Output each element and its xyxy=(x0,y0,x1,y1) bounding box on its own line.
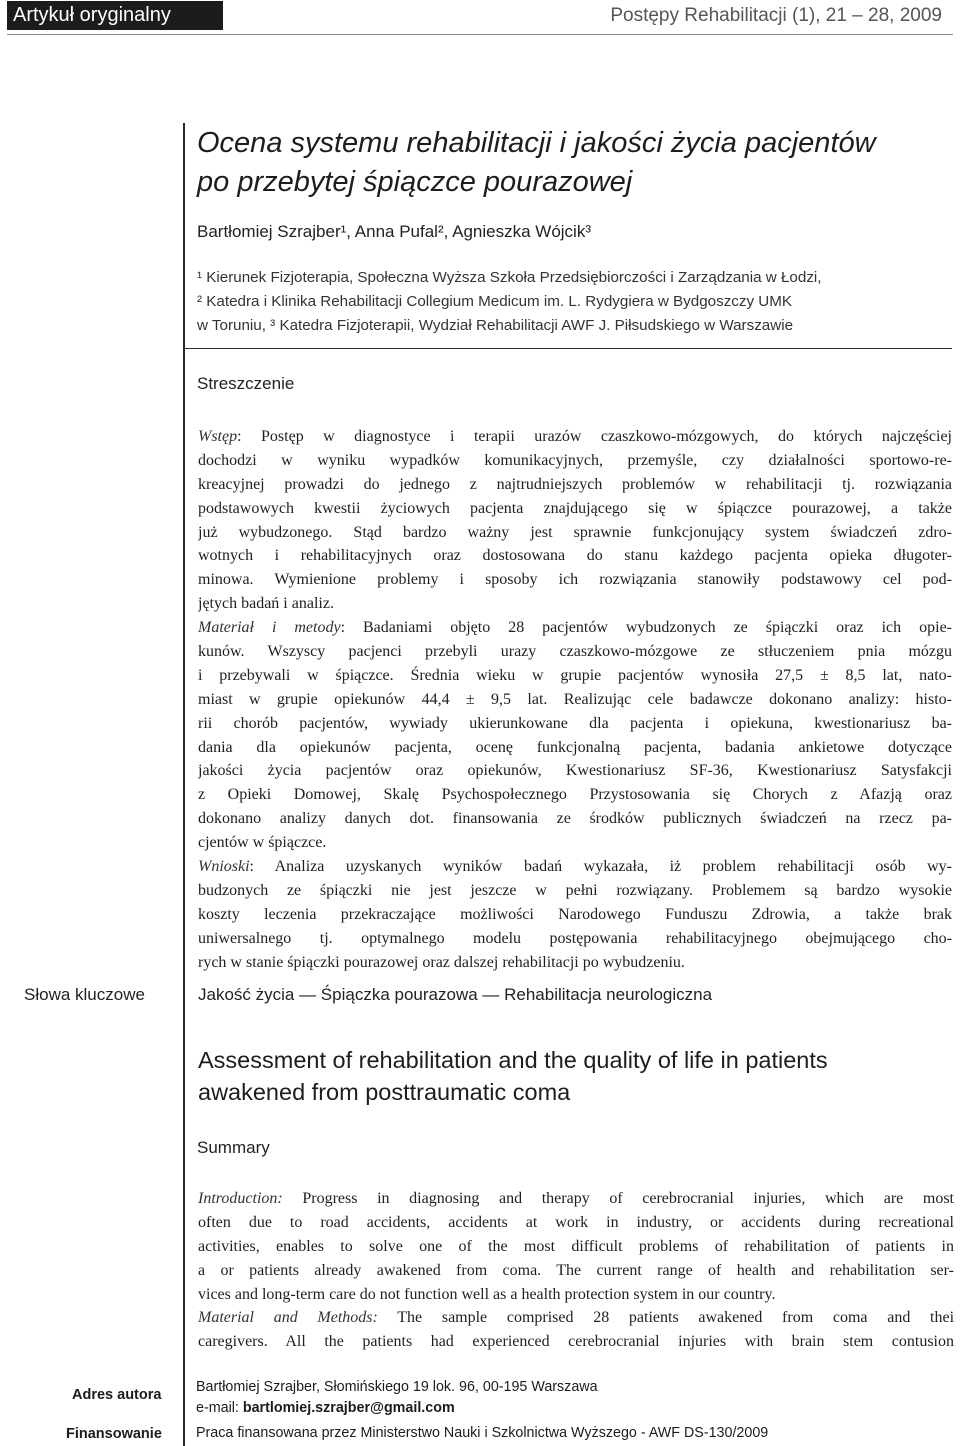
abstract-pl-line-text: jętych badań i analiz. xyxy=(198,595,334,613)
abstract-pl-line xyxy=(198,736,952,760)
abstract-en xyxy=(198,1187,954,1354)
keywords-label: Słowa kluczowe xyxy=(24,985,145,1004)
abstract-pl-line xyxy=(198,449,952,473)
abstract-pl-line-text: rii chorób pacjentów, wywiady ukierunkowane dla pacjenta i opiekuna, kwestionariusz ba- xyxy=(198,714,952,732)
title-pl-line-2: po przebytej śpiączce pourazowej xyxy=(197,166,633,198)
journal-citation: Postępy Rehabilitacji (1), 21 – 28, 2009 xyxy=(610,5,942,26)
abstract-pl-line xyxy=(198,640,952,664)
abstract-pl-line-text: kunów. Wszyscy pacjenci przebyli urazy czaszkowo-mózgowe ze stłuczeniem pnia mózgu xyxy=(198,643,952,661)
abstract-pl-line xyxy=(198,592,952,616)
abstract-en-line-text: a or patients already awakened from coma. The current range of health and rehabilitation ser- xyxy=(198,1261,954,1279)
abstract-pl-line xyxy=(198,951,952,975)
funding-label: Finansowanie xyxy=(66,1426,162,1442)
abstract-pl-section-lead: Wstęp xyxy=(198,428,238,445)
abstract-pl xyxy=(198,425,952,974)
abstract-heading-pl: Streszczenie xyxy=(197,374,295,393)
abstract-en-line-text: The sample comprised 28 patients awakened from coma and thei xyxy=(377,1309,954,1327)
abstract-pl-line-text: jakości życia pacjentów oraz opiekunów, Kwestionariusz SF-36, Kwestionariusz Satysfakcji xyxy=(198,762,952,780)
abstract-pl-line-text: dania dla opiekunów pacjenta, ocenę funkcjonalną pacjenta, badania ankietowe dotyczące xyxy=(198,738,952,756)
abstract-en-line-text: vices and long-term care do not function well as a health protection system in our country. xyxy=(198,1285,776,1303)
abstract-en-line xyxy=(198,1306,954,1330)
affiliation-line-3: w Toruniu, ³ Katedra Fizjoterapii, Wydział Rehabilitacji AWF J. Piłsudskiego w Warszawie xyxy=(197,317,794,334)
author-address: Bartłomiej Szrajber, Słomińskiego 19 lok. 96, 00-195 Warszawa xyxy=(196,1379,598,1395)
abstract-pl-line xyxy=(198,664,952,688)
abstract-pl-line xyxy=(198,759,952,783)
abstract-en-line xyxy=(198,1235,954,1259)
author-address-label: Adres autora xyxy=(72,1387,162,1403)
abstract-pl-line-text: kreacyjnej prowadzi do jednego z najtrudniejszych problemów w rehabilitacji tj. rozwiązania xyxy=(198,475,952,493)
authors: Bartłomiej Szrajber¹, Anna Pufal², Agnieszka Wójcik³ xyxy=(197,222,591,241)
abstract-en-line xyxy=(198,1330,954,1354)
article-title-pl xyxy=(197,124,957,202)
abstract-pl-line-text: : Badaniami objęto 28 pacjentów wybudzonych ze śpiączki oraz ich opie- xyxy=(340,619,952,637)
title-en-line-2: awakened from posttraumatic coma xyxy=(198,1079,571,1105)
abstract-pl-line-text: : Analiza uzyskanych wyników badań wykazała, iż problem rehabilitacji osób wy- xyxy=(249,858,952,876)
affiliation-divider xyxy=(185,348,952,349)
abstract-pl-section-lead: Wnioski xyxy=(198,858,250,876)
header-divider xyxy=(7,34,953,35)
abstract-en-section-lead: Introduction: xyxy=(198,1190,283,1207)
abstract-pl-line-text: budzonych ze śpiączki nie jest jeszcze w pełni rozwiązany. Problemem są bardzo wysokie xyxy=(198,881,952,899)
abstract-en-line-text: activities, enables to solve one of the most difficult problems of rehabilitation of patients in xyxy=(198,1237,954,1255)
abstract-pl-line-text: miast w grupie opiekunów 44,4 ± 9,5 lat. Realizując cele badawcze dokonano analizy: histo- xyxy=(198,690,952,708)
abstract-pl-line xyxy=(198,521,952,545)
abstract-pl-line-text: dochodzi w wyniku wypadków komunikacyjnych, przemyśle, czy działalności sportowo-re- xyxy=(198,451,952,469)
abstract-pl-line xyxy=(198,473,952,497)
abstract-en-line xyxy=(198,1283,954,1307)
abstract-pl-line xyxy=(198,807,952,831)
affiliation-line-2: ² Katedra i Klinika Rehabilitacji Collegium Medicum im. L. Rydygiera w Bydgoszczy UMK xyxy=(197,293,793,310)
title-pl-line-1: Ocena systemu rehabilitacji i jakości życia pacjentów xyxy=(197,127,876,159)
affiliation-line-1: ¹ Kierunek Fizjoterapia, Społeczna Wyższa Szkoła Przedsiębiorczości i Zarządzania w Łodzi, xyxy=(197,269,822,286)
abstract-pl-line xyxy=(198,497,952,521)
abstract-pl-line-text: dokonano analizy danych dot. finansowania ze środków publicznych świadczeń na rzecz pa- xyxy=(198,810,952,828)
affiliations xyxy=(197,266,957,338)
abstract-pl-line-text: z Opieki Domowej, Skalę Psychospołecznego Przystosowania się Chorych z Afazją oraz xyxy=(198,786,952,804)
abstract-en-line xyxy=(198,1211,954,1235)
abstract-pl-line-text: i przebywali w śpiączce. Średnia wieku w grupie pacjentów wynosiła 27,5 ± 8,5 lat, nato- xyxy=(198,666,952,684)
abstract-en-section-lead: Material and Methods: xyxy=(198,1309,378,1327)
abstract-pl-line xyxy=(198,425,952,449)
abstract-en-line xyxy=(198,1187,954,1211)
abstract-pl-line xyxy=(198,688,952,712)
abstract-pl-line xyxy=(198,783,952,807)
abstract-en-line xyxy=(198,1259,954,1283)
abstract-pl-line-text: : Postęp w diagnostyce i terapii urazów czaszkowo-mózgowych, do których najczęściej xyxy=(237,428,952,445)
abstract-pl-line-text: minowa. Wymienione problemy i sposoby ich rozwiązania stanowiły podstawowy cel pod- xyxy=(198,571,952,589)
abstract-pl-line xyxy=(198,879,952,903)
footer-column-rule xyxy=(183,1368,185,1446)
abstract-pl-line xyxy=(198,927,952,951)
abstract-pl-line-text: już wybudzonego. Stąd bardzo ważny jest sprawnie funkcjonujący system świadczeń zdro- xyxy=(198,523,952,541)
funding-text: Praca finansowana przez Ministerstwo Nauki i Szkolnictwa Wyższego - AWF DS-130/2009 xyxy=(196,1425,769,1441)
email-prefix: e-mail: xyxy=(196,1400,243,1416)
keywords-text: Jakość życia — Śpiączka pourazowa — Rehabilitacja neurologiczna xyxy=(198,985,713,1004)
abstract-heading-en: Summary xyxy=(197,1138,270,1157)
left-column-rule xyxy=(183,123,185,1383)
article-title-en xyxy=(198,1044,958,1108)
abstract-pl-line xyxy=(198,616,952,640)
author-email-link[interactable]: bartlomiej.szrajber@gmail.com xyxy=(242,1400,455,1416)
abstract-pl-line xyxy=(198,544,952,568)
abstract-pl-line-text: rych w stanie śpiączki pourazowej oraz dalszej rehabilitacji po wybudzeniu. xyxy=(198,953,685,971)
abstract-pl-line xyxy=(198,568,952,592)
abstract-pl-line xyxy=(198,903,952,927)
abstract-en-line-text: often due to road accidents, accidents at work in industry, or accidents during recreational xyxy=(198,1213,954,1231)
abstract-pl-line xyxy=(198,831,952,855)
abstract-pl-line xyxy=(198,712,952,736)
abstract-pl-section-lead: Materiał i metody xyxy=(198,619,341,637)
abstract-pl-line-text: uniwersalnego tj. optymalnego modelu postępowania rehabilitacyjnego obejmującego cho- xyxy=(198,929,952,947)
abstract-pl-line-text: wotnych i rehabilitacyjnych oraz dostosowana do stanu każdego pacjenta opieka długoter- xyxy=(198,547,952,565)
article-type-badge: Artykuł oryginalny xyxy=(7,1,223,30)
abstract-en-line-text: caregivers. All the patients had experienced cerebrocranial injuries with brain stem contusion xyxy=(198,1333,954,1351)
abstract-pl-line-text: koszty leczenia przekraczające możliwości Narodowego Funduszu Zdrowia, a także brak xyxy=(198,905,952,923)
abstract-pl-line-text: podstawowych kwestii życiowych pacjenta znajdującego się w śpiączce pourazowej, a także xyxy=(198,499,952,517)
abstract-pl-line xyxy=(198,855,952,879)
abstract-pl-line-text: cjentów w śpiączce. xyxy=(198,834,327,852)
author-email-line xyxy=(196,1400,455,1416)
title-en-line-1: Assessment of rehabilitation and the quality of life in patients xyxy=(198,1047,828,1073)
abstract-en-line-text: Progress in diagnosing and therapy of cerebrocranial injuries, which are most xyxy=(282,1190,954,1207)
